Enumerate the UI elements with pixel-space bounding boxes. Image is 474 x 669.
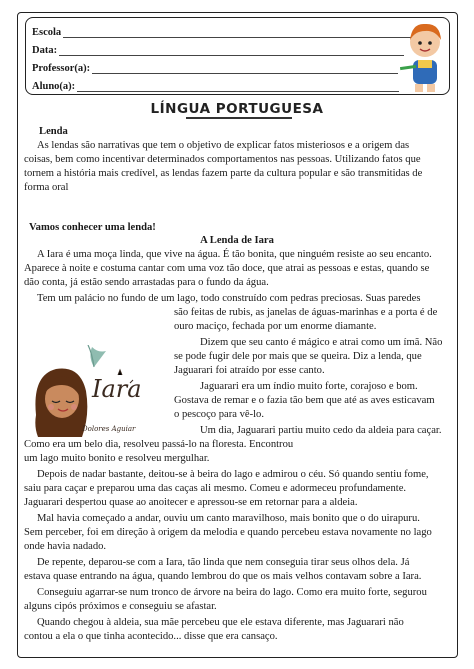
- story-line: Conseguiu agarrar-se num tronco de árvore na beira do lago. Como era muito forte, segurou: [37, 587, 427, 598]
- data-label: Data:: [32, 45, 58, 56]
- story-line: um lago muito bonito e resolveu mergulhar.: [24, 453, 210, 464]
- story-line: Gostava de remar e o fazia tão bem que até as aves esticavam: [174, 395, 435, 406]
- aluno-field[interactable]: [77, 81, 399, 92]
- title-underline: [186, 117, 292, 119]
- story-line: alguns cipós próximos e conseguiu se afastar.: [24, 601, 217, 612]
- story-line: saiu para caçar e preparou uma das caças ali mesmo. Comeu e adormeceu profundamente.: [24, 483, 407, 494]
- story-line: Quando chegou à aldeia, sua mãe percebeu que ele estava diferente, mas Jaguarari não: [37, 617, 404, 628]
- data-row: [32, 40, 404, 56]
- story-line: Sem perceber, foi em direção à origem da melodia e quando percebeu estava novamente no lago: [24, 527, 432, 538]
- story-line: são feitas de rubis, as janelas de águas-marinhas e a porta é de: [174, 307, 438, 318]
- story-line: contou a ela o que tinha acontecido... disse que era cansaço.: [24, 631, 278, 642]
- story-line: Depois de nadar bastante, deitou-se à beira do lago e admirou o céu. Só quando sentiu fome,: [37, 469, 429, 480]
- student-info-box: [25, 17, 450, 95]
- story-line: A Iara é uma moça linda, que vive na água. É tão bonita, que ninguém resiste ao seu encanto.: [37, 249, 432, 260]
- story-line: se pode fugir dele por mais que se queira. Diz a lenda, que: [174, 351, 422, 362]
- intro-line-4: forma oral: [24, 182, 69, 193]
- story-line: ouro maciço, fechada por um enorme diamante.: [174, 321, 377, 332]
- intro-line-2: coisas, bem como incentivar determinados comportamentos nas pessoas. Utilizando fatos que: [24, 154, 421, 165]
- story-line: Aparece à noite e costuma cantar com uma voz tão doce, que atrai as pessoas e estas, quando se: [24, 263, 430, 274]
- iara-illustration: [30, 345, 158, 445]
- student-kid-icon: [400, 14, 450, 94]
- story-line: dão conta, já estão sendo arrastadas para o fundo da água.: [24, 277, 269, 288]
- illustrator-signature: Dolores Aguiar: [82, 425, 136, 433]
- story-line: estava quase entrando na água, quando lembrou do que os mais velhos contavam sobre a Iara.: [24, 571, 422, 582]
- professor-row: [32, 58, 398, 74]
- aluno-row: [32, 76, 399, 92]
- story-line: Jaguarari era um índio muito forte, corajoso e bom.: [200, 381, 418, 392]
- story-line: Jaguarari foi atraído por esse canto.: [174, 365, 325, 376]
- story-line: Dizem que seu canto é mágico e atrai como um ímã. Não: [200, 337, 443, 348]
- story-line: De repente, deparou-se com a Iara, tão linda que nem conseguia tirar seus olhos dela. Já: [37, 557, 410, 568]
- escola-label: Escola: [32, 27, 62, 38]
- professor-label: Professor(a):: [32, 63, 91, 74]
- data-field[interactable]: [59, 45, 404, 56]
- story-line: Um dia, Jaguarari partiu muito cedo da aldeia para caçar.: [200, 425, 442, 436]
- story-line: Mal havia começado a andar, ouviu um canto maravilhoso, mais bonito que o do uirapuru.: [37, 513, 420, 524]
- intro-line-1: As lendas são narrativas que tem o objetivo de explicar fatos misteriosos e a origem das: [37, 140, 410, 151]
- intro-heading: Lenda: [39, 126, 68, 137]
- iara-name-text: Iara: [92, 375, 142, 403]
- page-title: LÍNGUA PORTUGUESA: [150, 101, 324, 117]
- story-line: onde havia nadado.: [24, 541, 107, 552]
- story-line: Tem um palácio no fundo de um lago, todo construído com pedras preciosas. Suas paredes: [37, 293, 421, 304]
- intro-line-3: tornem a história mais credível, as lendas fazem parte da cultura popular e são transmitidas de: [24, 168, 423, 179]
- escola-field[interactable]: [63, 27, 411, 38]
- story-line: o pescoço para vê-lo.: [174, 409, 265, 420]
- professor-field[interactable]: [92, 63, 398, 74]
- story-line: Como era um belo dia, resolveu passá-lo na floresta. Encontrou: [24, 439, 294, 450]
- aluno-label: Aluno(a):: [32, 81, 76, 92]
- subheading: Vamos conhecer uma lenda!: [29, 222, 156, 233]
- story-title: A Lenda de Iara: [200, 235, 274, 246]
- escola-row: [32, 22, 411, 38]
- story-line: Jaguarari despertou quase ao anoitecer e apressou-se em retornar para a aldeia.: [24, 497, 358, 508]
